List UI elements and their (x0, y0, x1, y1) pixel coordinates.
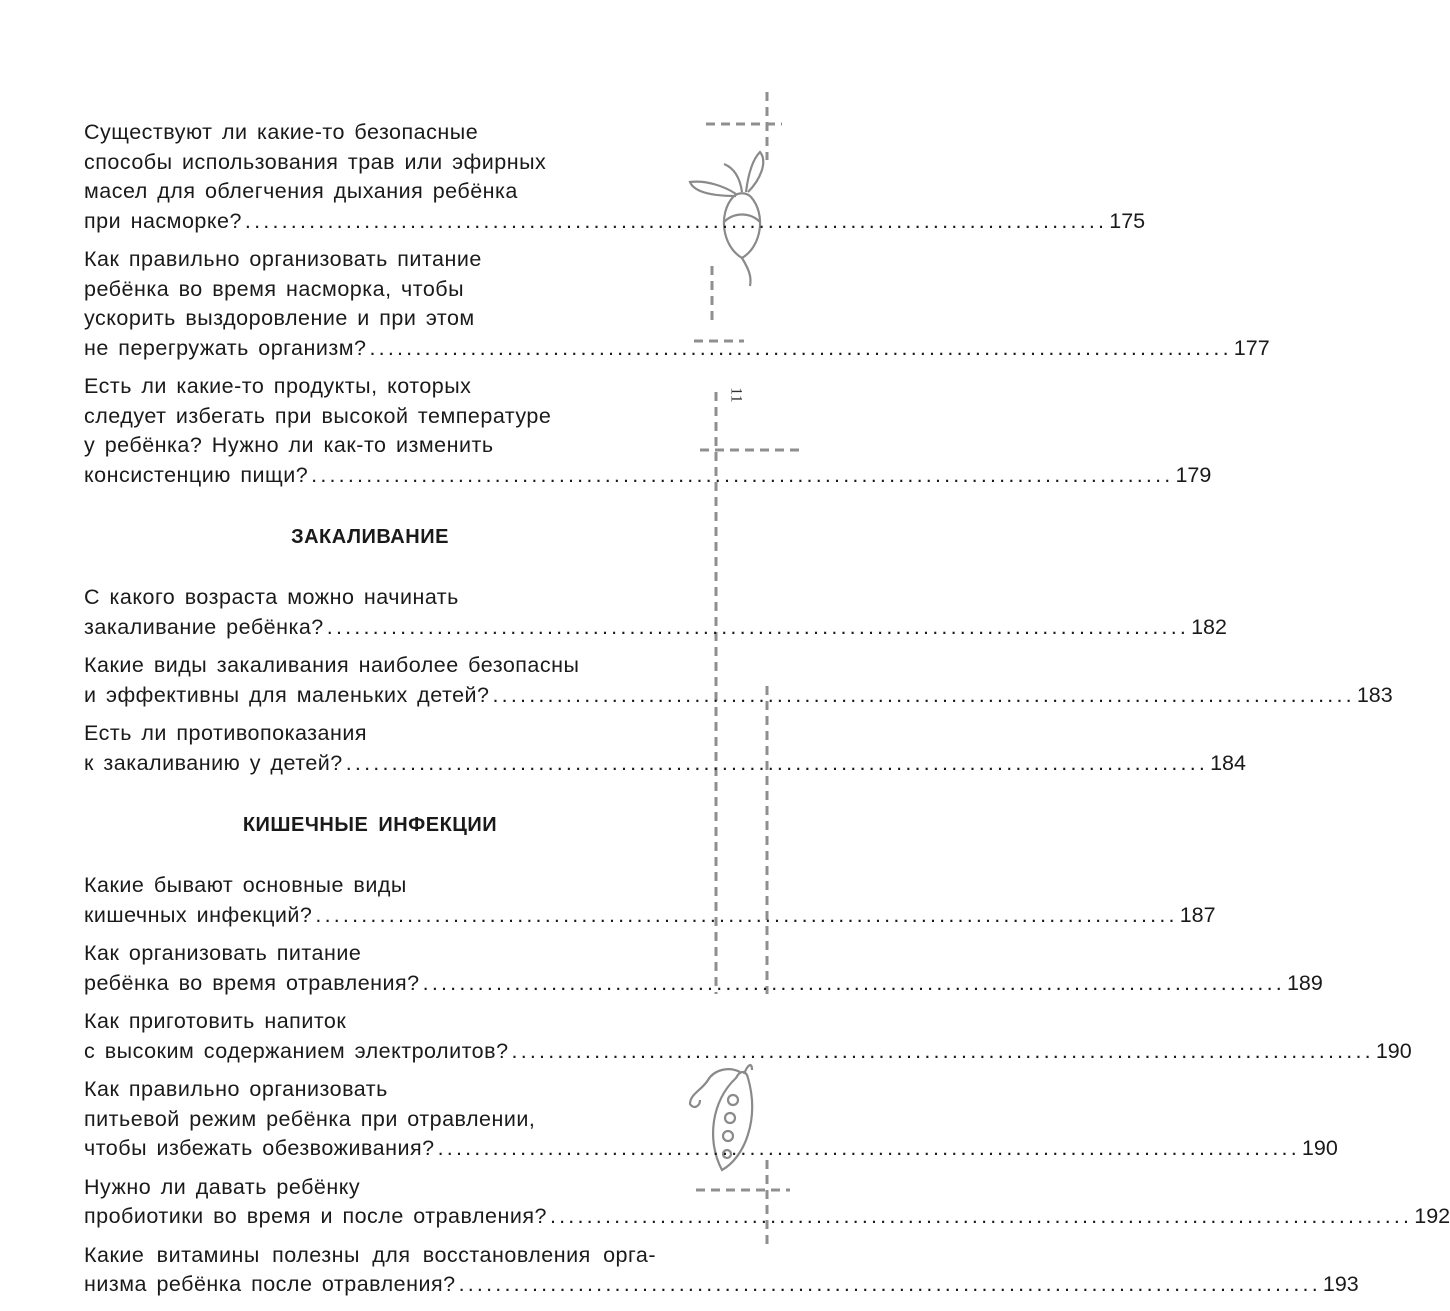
toc-entry: Существуют ли какие-то безопасные способы использования трав или эфирных масел для облегчения дыхания ребёнка при насморке? .............................................................................................. 175 (84, 118, 656, 236)
toc-entry: Как приготовить напиток с высоким содержанием электролитов? .............................................................................................. 190 (84, 1007, 656, 1066)
page-ref: 175 (1109, 208, 1146, 233)
page-ref: 179 (1175, 462, 1212, 487)
page-number: 11 (727, 387, 745, 403)
page-ref: 189 (1286, 970, 1323, 995)
toc-entry: Нужно ли давать ребёнку пробиотики во время и после отравления? .............................................................................................. 192 (84, 1173, 656, 1232)
toc-entry: Как правильно организовать питьевой режим ребёнка при отравлении, чтобы избежать обезвоживания? .............................................................................................. 190 (84, 1075, 656, 1164)
toc-entry: С какого возраста можно начинать закаливание ребёнка? .............................................................................................. 182 (84, 583, 656, 642)
toc-entry: Какие витамины полезны для восстановления орга- низма ребёнка после отравления? .............................................................................................. 193 (84, 1241, 656, 1300)
page-ref: 190 (1301, 1136, 1338, 1160)
toc-entry: Есть ли противопоказания к закаливанию у детей? .............................................................................................. 184 (84, 719, 656, 778)
toc-entry: Как организовать питание ребёнка во время отравления? .............................................................................................. 189 (84, 939, 656, 998)
page-ref: 184 (1210, 750, 1246, 775)
page-ref: 182 (1191, 614, 1227, 639)
section-heading-intestinal-infections: КИШЕЧНЫЕ ИНФЕКЦИИ (242, 814, 498, 836)
page-ref: 190 (1375, 1038, 1412, 1063)
toc-entry: Есть ли какие-то продукты, которых следует избегать при высокой температуре у ребёнка? Нужно ли как-то изменить консистенцию пищи? .............................................................................................. 179 (84, 372, 656, 490)
page-ref: 177 (1233, 335, 1270, 360)
toc-entry: Какие бывают основные виды кишечных инфекций? .............................................................................................. 187 (84, 871, 656, 930)
toc-entry: Как правильно организовать питание ребёнка во время насморка, чтобы ускорить выздоровление и при этом не перегружать организм? .............................................................................................. 177 (84, 245, 656, 363)
page-ref: 187 (1179, 902, 1216, 927)
page-ref: 193 (1322, 1272, 1359, 1296)
page-ref: 192 (1414, 1204, 1450, 1228)
toc-entry: Какие виды закаливания наиболее безопасны и эффективны для маленьких детей? .............................................................................................. 183 (84, 651, 656, 710)
section-heading-hardening: ЗАКАЛИВАНИЕ (291, 526, 449, 548)
page-ref: 183 (1356, 682, 1393, 707)
